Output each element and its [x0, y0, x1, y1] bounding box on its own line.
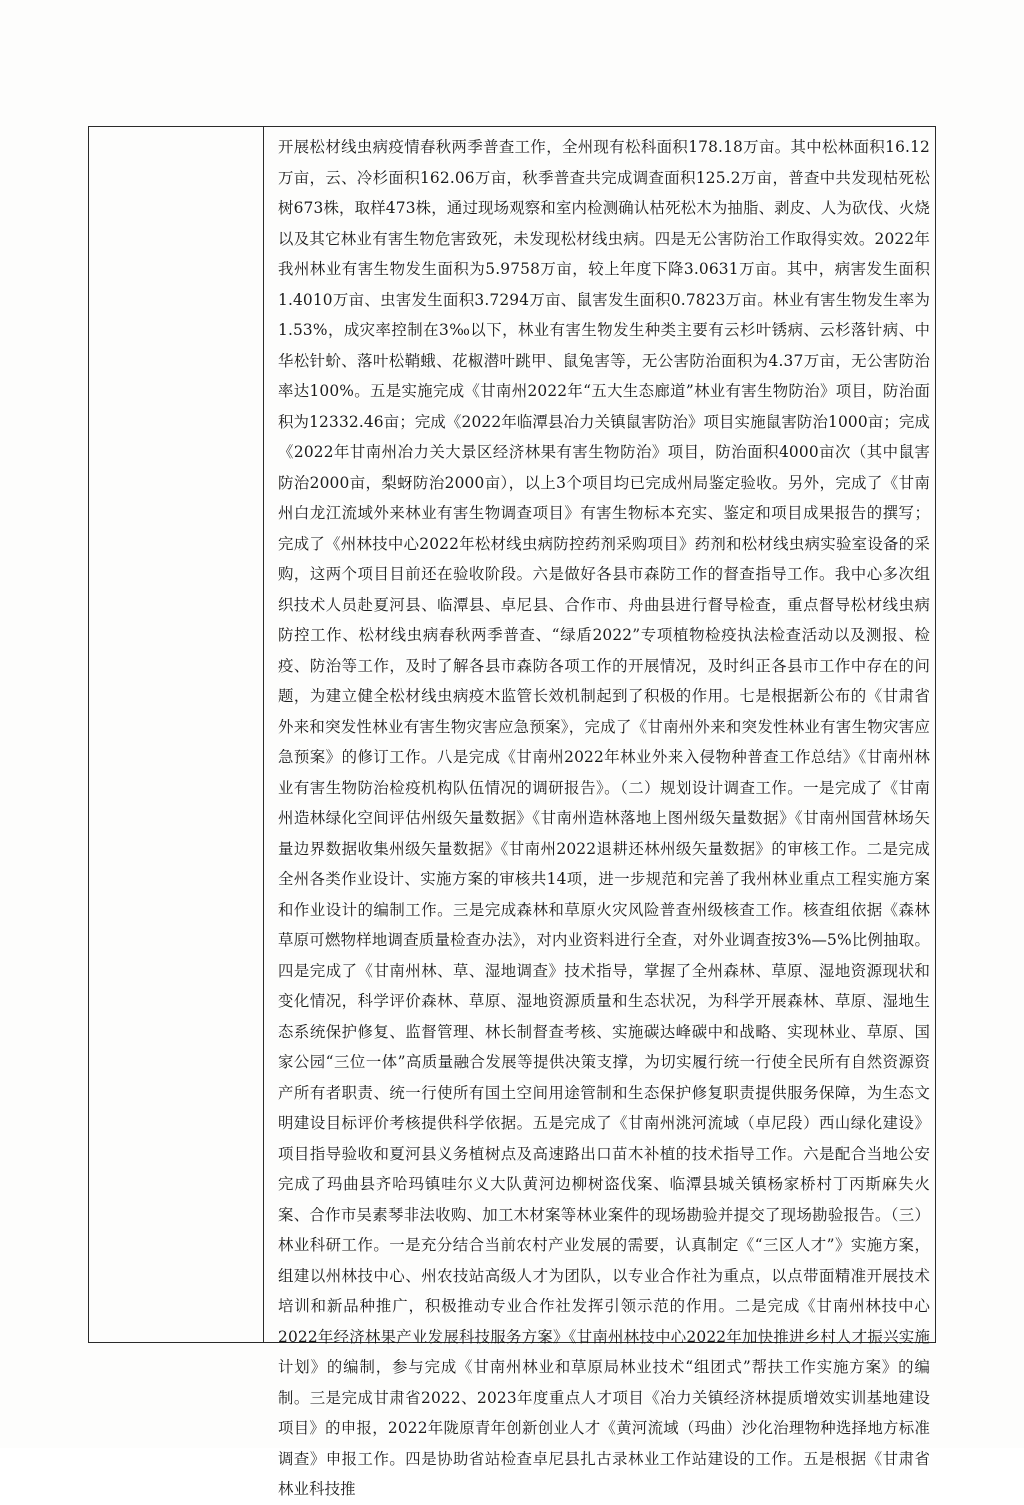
- column-divider: [263, 126, 264, 1343]
- body-paragraph: 开展松材线虫病疫情春秋两季普查工作，全州现有松科面积178.18万亩。其中松林面积16.12万亩，云、冷杉面积162.06万亩，秋季普查共完成调查面积125.2万亩，普查中共发现枯死松树673株，取样473株，通过现场观察和室内检测确认枯死松木为抽脂、剥皮、人为砍伐、火烧以及其它林业有害生物危害致死，未发现松材线虫病。四是无公害防治工作取得实效。2022年我州林业有害生物发生面积为5.9758万亩，较上年度下降3.0631万亩。其中，病害发生面积1.4010万亩、虫害发生面积3.7294万亩、鼠害发生面积0.7823万亩。林业有害生物发生率为1.53%，成灾率控制在3‰以下，林业有害生物发生种类主要有云杉叶锈病、云杉落针病、中华松针蚧、落叶松鞘蛾、花椒潜叶跳甲、鼠兔害等，无公害防治面积为4.37万亩，无公害防治率达100%。五是实施完成《甘南州2022年“五大生态廊道”林业有害生物防治》项目，防治面积为12332.46亩；完成《2022年临潭县冶力关镇鼠害防治》项目实施鼠害防治1000亩；完成《2022年甘南州冶力关大景区经济林果有害生物防治》项目，防治面积4000亩次（其中鼠害防治2000亩，梨蚜防治2000亩），以上3个项目均已完成州局鉴定验收。另外，完成了《甘南州白龙江流域外来林业有害生物调查项目》有害生物标本充实、鉴定和项目成果报告的撰写；完成了《州林技中心2022年松材线虫病防控药剂采购项目》药剂和松材线虫病实验室设备的采购，这两个项目目前还在验收阶段。六是做好各县市森防工作的督查指导工作。我中心多次组织技术人员赴夏河县、临潭县、卓尼县、合作市、舟曲县进行督导检查，重点督导松材线虫病防控工作、松材线虫病春秋两季普查、“绿盾2022”专项植物检疫执法检查活动以及测报、检疫、防治等工作，及时了解各县市森防各项工作的开展情况，及时纠正各县市工作中存在的问题，为建立健全松材线虫病疫木监管长效机制起到了积极的作用。七是根据新公布的《甘肃省外来和突发性林业有害生物灾害应急预案》，完成了《甘南州外来和突发性林业有害生物灾害应急预案》的修订工作。八是完成《甘南州2022年林业外来入侵物种普查工作总结》《甘南州林业有害生物防治检疫机构队伍情况的调研报告》。（二）规划设计调查工作。一是完成了《甘南州造林绿化空间评估州级矢量数据》《甘南州造林落地上图州级矢量数据》《甘南州国营林场矢量边界数据收集州级矢量数据》《甘南州2022退耕还林州级矢量数据》的审核工作。二是完成全州各类作业设计、实施方案的审核共14项，进一步规范和完善了我州林业重点工程实施方案和作业设计的编制工作。三是完成森林和草原火灾风险普查州级核查工作。核查组依据《森林草原可燃物样地调查质量检查办法》，对内业资料进行全查，对外业调查按3%—5%比例抽取。四是完成了《甘南州林、草、湿地调查》技术指导，掌握了全州森林、草原、湿地资源现状和变化情况，科学评价森林、草原、湿地资源质量和生态状况，为科学开展森林、草原、湿地生态系统保护修复、监督管理、林长制督查考核、实施碳达峰碳中和战略、实现林业、草原、国家公园“三位一体”高质量融合发展等提供决策支撑，为切实履行统一行使全民所有自然资源资产所有者职责、统一行使所有国土空间用途管制和生态保护修复职责提供服务保障，为生态文明建设目标评价考核提供科学依据。五是完成了《甘南州洮河流域（卓尼段）西山绿化建设》项目指导验收和夏河县义务植树点及高速路出口苗木补植的技术指导工作。六是配合当地公安完成了玛曲县齐哈玛镇哇尔义大队黄河边柳树盗伐案、临潭县城关镇杨家桥村丁丙斯麻失火案、合作市吴素琴非法收购、加工木材案等林业案件的现场勘验并提交了现场勘验报告。（三）林业科研工作。一是充分结合当前农村产业发展的需要，认真制定《“三区人才”》实施方案，组建以州林技中心、州农技站高级人才为团队，以专业合作社为重点，以点带面精准开展技术培训和新品种推广，积极推动专业合作社发挥引领示范的作用。二是完成《甘南州林技中心2022年经济林果产业发展科技服务方案》《甘南州林技中心2022年加快推进乡村人才振兴实施计划》的编制，参与完成《甘南州林业和草原局林业技术“组团式”帮扶工作实施方案》的编制。三是完成甘肃省2022、2023年度重点人才项目《冶力关镇经济林提质增效实训基地建设项目》的申报，2022年陇原青年创新创业人才《黄河流域（玛曲）沙化治理物种选择地方标准调查》申报工作。四是协助省站检查卓尼县扎古录林业工作站建设的工作。五是根据《甘肃省林业科技推: [278, 138, 930, 1498]
- content-cell: [278, 132, 930, 1505]
- left-label-cell: [89, 127, 262, 1342]
